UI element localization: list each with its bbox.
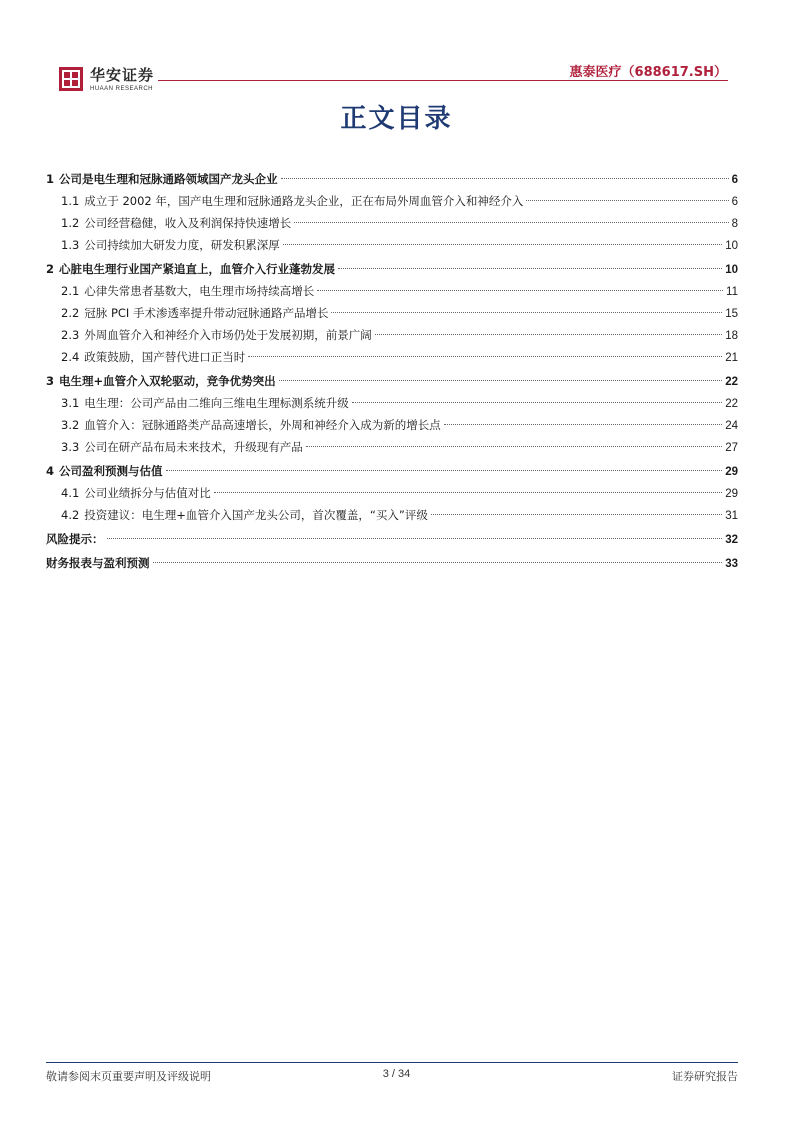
toc-dot-leader [279, 380, 723, 381]
toc-dot-leader [317, 290, 723, 291]
toc-chapter[interactable] [46, 168, 738, 190]
toc-section[interactable] [46, 324, 738, 346]
toc-page-number: 33 [725, 558, 738, 570]
page-title: 正文目录 [340, 104, 453, 134]
toc-chapter[interactable] [46, 460, 738, 482]
toc-title: 冠脉 PCI 手术渗透率提升带动冠脉通路产品增长 [84, 306, 329, 320]
toc-title: 公司业绩拆分与估值对比 [84, 486, 211, 500]
toc-title: 外周血管介入和神经介入市场仍处于发展初期，前景广阔 [84, 328, 372, 342]
toc-title: 政策鼓励，国产替代进口正当时 [84, 350, 246, 364]
toc-page-number: 6 [731, 174, 738, 186]
toc-number: 2.4 [61, 350, 80, 364]
toc-title: 心律失常患者基数大，电生理市场持续高增长 [84, 284, 315, 298]
toc-dot-leader [352, 402, 722, 403]
toc-chapter[interactable] [46, 258, 738, 280]
toc-section[interactable] [46, 482, 738, 504]
toc-section[interactable] [46, 212, 738, 234]
toc-dot-leader [526, 200, 728, 201]
toc-number: 3.2 [61, 418, 80, 432]
toc-dot-leader [444, 424, 722, 425]
toc-number: 1 [46, 172, 55, 186]
toc-title: 风险提示： [46, 532, 104, 546]
toc-dot-leader [248, 356, 722, 357]
toc-page-number: 8 [731, 218, 738, 230]
toc-page-number: 10 [725, 264, 738, 276]
footer-disclaimer: 敬请参阅末页重要声明及评级说明 [46, 1070, 211, 1083]
header-divider [158, 80, 728, 81]
toc-dot-leader [331, 312, 722, 313]
toc-page-number: 22 [725, 376, 738, 388]
toc-page-number: 29 [725, 488, 738, 500]
toc-number: 3.1 [61, 396, 80, 410]
toc-section[interactable] [46, 436, 738, 458]
toc-number: 1.3 [61, 238, 80, 252]
toc-dot-leader [107, 538, 723, 539]
toc-section[interactable] [46, 302, 738, 324]
toc-number: 2.1 [61, 284, 80, 298]
toc-dot-leader [375, 334, 722, 335]
table-of-contents [46, 168, 738, 574]
toc-section[interactable] [46, 504, 738, 526]
toc-page-number: 24 [725, 420, 738, 432]
toc-page-number: 15 [725, 308, 738, 320]
toc-title: 公司在研产品布局未来技术，升级现有产品 [84, 440, 303, 454]
toc-dot-leader [338, 268, 722, 269]
toc-number: 1.2 [61, 216, 80, 230]
toc-page-number: 21 [725, 352, 738, 364]
footer-report-type: 证券研究报告 [672, 1070, 738, 1083]
toc-page-number: 27 [725, 442, 738, 454]
toc-chapter[interactable] [46, 370, 738, 392]
toc-section[interactable] [46, 392, 738, 414]
toc-dot-leader [306, 446, 722, 447]
toc-number: 2.2 [61, 306, 80, 320]
toc-page-number: 18 [725, 330, 738, 342]
toc-title: 心脏电生理行业国产紧追直上，血管介入行业蓬勃发展 [59, 262, 336, 276]
toc-number: 2.3 [61, 328, 80, 342]
company-logo-icon [58, 66, 84, 92]
toc-number: 3.3 [61, 440, 80, 454]
toc-page-number: 10 [725, 240, 738, 252]
toc-title: 成立于 2002 年，国产电生理和冠脉通路龙头企业，正在布局外周血管介入和神经介入 [84, 194, 524, 208]
toc-dot-leader [283, 244, 722, 245]
toc-section[interactable] [46, 234, 738, 256]
toc-dot-leader [166, 470, 723, 471]
toc-page-number: 11 [726, 286, 738, 298]
toc-page-number: 22 [725, 398, 738, 410]
toc-dot-leader [214, 492, 722, 493]
toc-number: 1.1 [61, 194, 80, 208]
toc-title: 公司盈利预测与估值 [59, 464, 163, 478]
toc-title: 电生理：公司产品由二维向三维电生理标测系统升级 [84, 396, 349, 410]
toc-title: 投资建议：电生理+血管介入国产龙头公司，首次覆盖，“买入”评级 [84, 508, 428, 522]
toc-number: 4.2 [61, 508, 80, 522]
toc-page-number: 6 [731, 196, 738, 208]
toc-title: 公司经营稳健，收入及利润保持快速增长 [84, 216, 292, 230]
header-company: 惠泰医疗（688617.SH） [569, 65, 727, 80]
toc-number: 3 [46, 374, 55, 388]
toc-dot-leader [281, 178, 729, 179]
toc-dot-leader [294, 222, 728, 223]
toc-dot-leader [153, 562, 723, 563]
toc-page-number: 32 [725, 534, 738, 546]
logo-text-cn: 华安证券 [90, 66, 155, 84]
toc-section[interactable] [46, 280, 738, 302]
toc-title: 公司是电生理和冠脉通路领域国产龙头企业 [59, 172, 278, 186]
footer-divider [46, 1062, 738, 1063]
toc-chapter[interactable] [46, 528, 738, 550]
toc-dot-leader [431, 514, 722, 515]
toc-page-number: 29 [725, 466, 738, 478]
page-number: 3 / 34 [382, 1068, 411, 1080]
toc-number: 2 [46, 262, 55, 276]
toc-number: 4.1 [61, 486, 80, 500]
toc-chapter[interactable] [46, 552, 738, 574]
toc-section[interactable] [46, 346, 738, 368]
toc-section[interactable] [46, 190, 738, 212]
logo-text-en: HUAAN RESEARCH [90, 86, 154, 92]
toc-title: 血管介入：冠脉通路类产品高速增长，外周和神经介入成为新的增长点 [84, 418, 441, 432]
toc-page-number: 31 [725, 510, 738, 522]
toc-title: 公司持续加大研发力度，研发积累深厚 [84, 238, 280, 252]
toc-title: 电生理+血管介入双轮驱动，竞争优势突出 [59, 374, 276, 388]
toc-section[interactable] [46, 414, 738, 436]
toc-title: 财务报表与盈利预测 [46, 556, 150, 570]
toc-number: 4 [46, 464, 55, 478]
